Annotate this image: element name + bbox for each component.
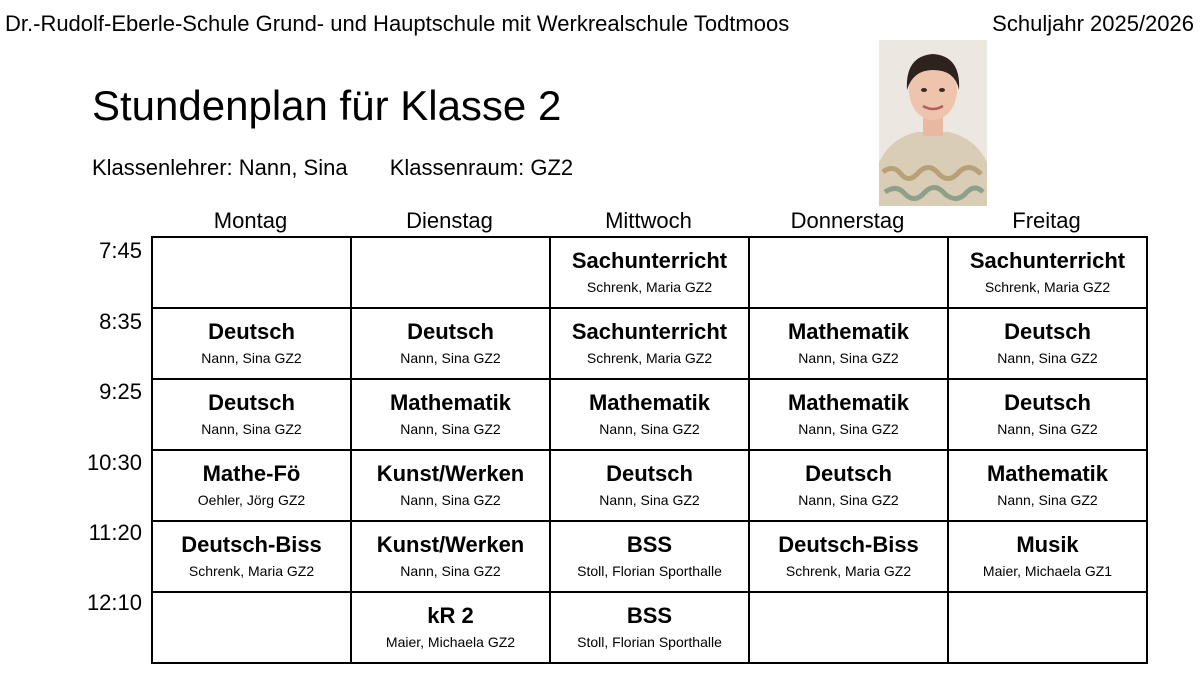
lesson-cell (550, 592, 749, 663)
period-row (152, 308, 1147, 379)
lesson-cell (749, 592, 948, 663)
lesson-subject: Sachunterricht (571, 319, 728, 344)
lesson-subject: Deutsch-Biss (181, 532, 322, 557)
lesson-subject: kR 2 (427, 603, 474, 628)
lesson-subject: Mathematik (588, 390, 711, 415)
lesson-subject: BSS (626, 603, 673, 628)
lesson-teacher-room: Nann, Sina GZ2 (798, 350, 899, 366)
lesson-subject: Deutsch-Biss (778, 532, 919, 557)
school-name: Dr.-Rudolf-Eberle-Schule Grund- und Hauptschule mit Werkrealschule Todtmoos (5, 11, 790, 36)
lesson-cell (152, 379, 351, 450)
lesson-cell (152, 450, 351, 521)
timetable (151, 236, 1148, 664)
lesson-teacher-room: Oehler, Jörg GZ2 (197, 492, 306, 508)
time-slot: 11:20 (88, 520, 142, 545)
lesson-subject: Mathematik (787, 390, 910, 415)
lesson-subject: Mathematik (787, 319, 910, 344)
class-teacher: Klassenlehrer: Nann, Sina (92, 155, 348, 180)
lesson-teacher-room: Maier, Michaela GZ1 (982, 563, 1113, 579)
lesson-cell (550, 521, 749, 592)
lesson-teacher-room: Schrenk, Maria GZ2 (984, 279, 1111, 295)
lesson-subject: BSS (626, 532, 673, 557)
period-row (152, 592, 1147, 663)
day-friday: Freitag (1012, 208, 1081, 233)
lesson-subject: Kunst/Werken (376, 461, 525, 486)
lesson-cell (550, 450, 749, 521)
lesson-subject: Deutsch (1004, 390, 1091, 415)
lesson-cell (749, 521, 948, 592)
lesson-teacher-room: Nann, Sina GZ2 (997, 421, 1098, 437)
lesson-teacher-room: Nann, Sina GZ2 (997, 492, 1098, 508)
lesson-cell (948, 450, 1147, 521)
time-column (60, 0, 142, 673)
lesson-cell (749, 379, 948, 450)
day-thursday: Donnerstag (790, 208, 905, 233)
lesson-subject: Deutsch (1004, 319, 1091, 344)
lesson-subject: Deutsch (208, 390, 295, 415)
period-row (152, 521, 1147, 592)
lesson-subject: Deutsch (606, 461, 693, 486)
day-tuesday: Dienstag (406, 208, 493, 233)
lesson-teacher-room: Nann, Sina GZ2 (599, 421, 700, 437)
lesson-subject: Mathematik (389, 390, 512, 415)
lesson-teacher-room: Nann, Sina GZ2 (798, 492, 899, 508)
lesson-cell (948, 592, 1147, 663)
lesson-cell (351, 592, 550, 663)
lesson-subject: Mathe-Fö (202, 461, 301, 486)
lesson-cell (351, 379, 550, 450)
lesson-teacher-room: Stoll, Florian Sporthalle (577, 563, 722, 579)
lesson-teacher-room: Schrenk, Maria GZ2 (586, 350, 713, 366)
lesson-teacher-room: Nann, Sina GZ2 (201, 350, 302, 366)
day-wednesday: Mittwoch (605, 208, 692, 233)
lesson-cell (152, 592, 351, 663)
lesson-cell (948, 379, 1147, 450)
lesson-teacher-room: Nann, Sina GZ2 (400, 492, 501, 508)
lesson-teacher-room: Schrenk, Maria GZ2 (188, 563, 315, 579)
lesson-cell (152, 237, 351, 308)
lesson-cell (948, 308, 1147, 379)
lesson-cell (351, 308, 550, 379)
lesson-cell (749, 237, 948, 308)
lesson-teacher-room: Maier, Michaela GZ2 (385, 634, 516, 650)
lesson-teacher-room: Nann, Sina GZ2 (400, 350, 501, 366)
day-monday: Montag (213, 208, 288, 233)
period-row (152, 450, 1147, 521)
time-slot: 10:30 (86, 450, 142, 475)
lesson-cell (351, 450, 550, 521)
lesson-cell (948, 521, 1147, 592)
lesson-teacher-room: Stoll, Florian Sporthalle (577, 634, 722, 650)
lesson-cell (152, 521, 351, 592)
time-slot: 8:35 (99, 309, 142, 334)
lesson-cell (550, 379, 749, 450)
lesson-teacher-room: Nann, Sina GZ2 (798, 421, 899, 437)
time-slot: 7:45 (99, 238, 142, 263)
lesson-subject: Musik (1016, 532, 1079, 557)
lesson-cell (152, 308, 351, 379)
lesson-teacher-room: Nann, Sina GZ2 (599, 492, 700, 508)
lesson-teacher-room: Nann, Sina GZ2 (400, 563, 501, 579)
lesson-cell (351, 237, 550, 308)
lesson-cell (550, 308, 749, 379)
period-row (152, 237, 1147, 308)
lesson-cell (550, 237, 749, 308)
lesson-subject: Mathematik (986, 461, 1109, 486)
teacher-photo (879, 40, 987, 206)
classroom: Klassenraum: GZ2 (389, 155, 574, 180)
lesson-teacher-room: Nann, Sina GZ2 (201, 421, 302, 437)
lesson-teacher-room: Nann, Sina GZ2 (400, 421, 501, 437)
lesson-subject: Sachunterricht (571, 248, 728, 273)
lesson-subject: Deutsch (208, 319, 295, 344)
time-slot: 9:25 (99, 379, 142, 404)
lesson-cell (749, 450, 948, 521)
lesson-teacher-room: Schrenk, Maria GZ2 (785, 563, 912, 579)
lesson-subject: Deutsch (805, 461, 892, 486)
lesson-teacher-room: Nann, Sina GZ2 (997, 350, 1098, 366)
lesson-cell (948, 237, 1147, 308)
school-year: Schuljahr 2025/2026 (992, 11, 1194, 36)
lesson-cell (749, 308, 948, 379)
lesson-subject: Deutsch (407, 319, 494, 344)
page-title: Stundenplan für Klasse 2 (92, 82, 562, 129)
lesson-cell (351, 521, 550, 592)
class-meta (92, 155, 573, 181)
lesson-subject: Sachunterricht (969, 248, 1126, 273)
lesson-teacher-room: Schrenk, Maria GZ2 (586, 279, 713, 295)
lesson-subject: Kunst/Werken (376, 532, 525, 557)
weekday-header (151, 208, 1147, 234)
period-row (152, 379, 1147, 450)
time-slot: 12:10 (86, 590, 142, 615)
